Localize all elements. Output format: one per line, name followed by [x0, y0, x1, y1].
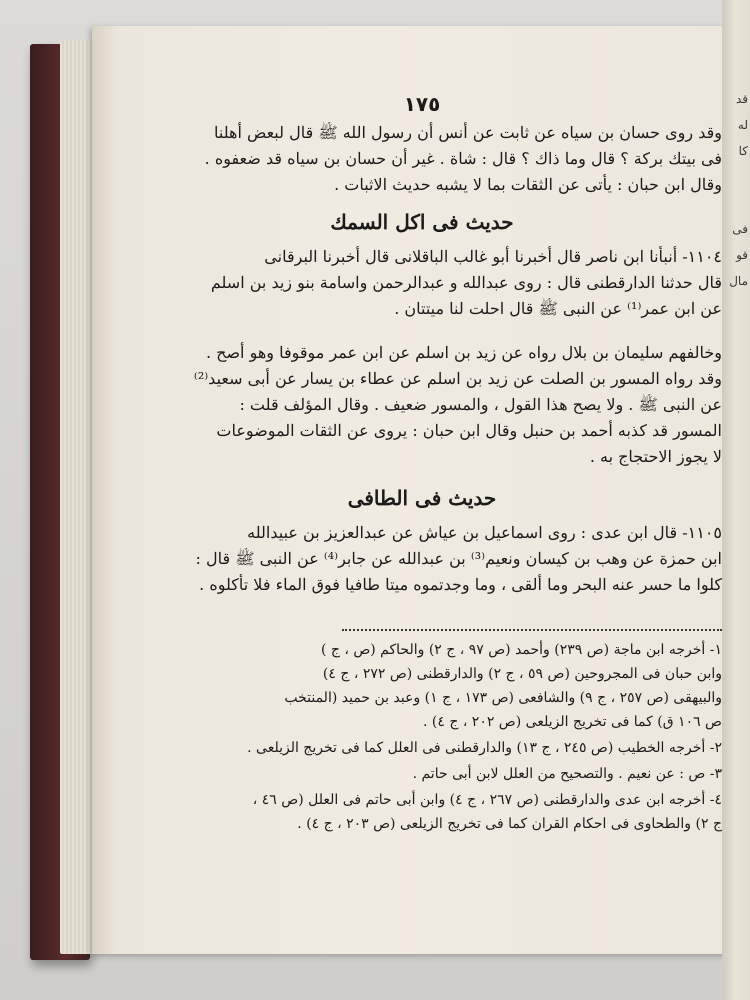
facing-page-fragment: فى	[732, 222, 748, 236]
footnote-line: وابن حبان فى المجروحين (ص ٥٩ ، ج ٢) والدارقطنى (ص ٢٧٢ ، ج ٤)	[322, 666, 722, 682]
footnote-line: ٤- أخرجه ابن عدى والدارقطنى (ص ٢٦٧ ، ج ٤) وابن أبى حاتم فى العلل (ص ٤٦ ،	[252, 792, 722, 808]
facing-page-fragment: قو	[736, 248, 748, 262]
section-heading: حديث فى الطافى	[347, 486, 497, 510]
footnote-line: ٣- ص : عن نعيم . والتصحيح من العلل لابن أبى حاتم .	[412, 766, 722, 782]
text-line: لا يجوز الاحتجاج به .	[589, 447, 722, 466]
text-line: وقال ابن حبان : يأتى عن الثقات بما لا يشبه حديث الاثبات .	[334, 175, 722, 194]
footnote-line: ١- أخرجه ابن ماجة (ص ٢٣٩) وأحمد (ص ٩٧ ، ج ٢) والحاكم (ص ، ج )	[320, 642, 722, 658]
text-line: ١١٠٥- قال ابن عدى : روى اسماعيل بن عياش عن عبدالعزيز بن عبيدالله	[247, 523, 722, 542]
page-text-block	[122, 26, 722, 954]
text-line: فى بيتك بركة ؟ قال وما ذاك ؟ قال : شاة . غير أن حسان بن سياه قد ضعفوه .	[204, 149, 722, 168]
footnote-line: والبيهقى (ص ٢٥٧ ، ج ٩) والشافعى (ص ١٧٣ ، ج ١) وعبد بن حميد (المنتخب	[284, 690, 722, 706]
text-line: وخالفهم سليمان بن بلال رواه عن زيد بن اسلم عن ابن عمر موقوفا وهو أصح .	[205, 343, 722, 362]
facing-page-edge	[722, 0, 750, 1000]
text-line: المسور قد كذبه أحمد بن حنبل وقال ابن حبان : يروى عن الثقات الموضوعات	[216, 421, 722, 440]
text-line: عن ابن عمر⁽¹⁾ عن النبى ﷺ قال احلت لنا ميتتان .	[394, 299, 722, 318]
footnote-separator	[342, 629, 722, 631]
facing-page-fragment: قد	[735, 92, 748, 106]
page-number: ١٧٥	[403, 92, 441, 116]
facing-page-fragment: كا	[738, 144, 748, 158]
footnote-line: ج ٢) والطحاوى فى احكام القران كما فى تخريج الزيلعى (ص ٢٠٣ ، ج ٤) .	[297, 816, 722, 832]
text-line: عن النبى ﷺ . ولا يصح هذا القول ، والمسور ضعيف . وقال المؤلف قلت :	[239, 395, 722, 414]
text-line: ١١٠٤- أنبأنا ابن ناصر قال أخبرنا أبو غالب الباقلانى قال أخبرنا البرقانى	[264, 247, 722, 266]
text-line: ابن حمزة عن وهب بن كيسان ونعيم⁽³⁾ بن عبدالله عن جابر⁽⁴⁾ عن النبى ﷺ قال :	[195, 549, 722, 568]
book-page	[92, 26, 750, 954]
text-line: قال حدثنا الدارقطنى قال : روى عبدالله و عبدالرحمن واسامة بنو زيد بن اسلم	[210, 273, 722, 292]
text-line: كلوا ما حسر عنه البحر وما ألقى ، وما وجدتموه ميتا طافيا فوق الماء فلا تأكلوه .	[199, 575, 722, 594]
section-heading: حديث فى اكل السمك	[330, 210, 514, 234]
text-line: وقد رواه المسور بن الصلت عن زيد بن اسلم عن عطاء بن يسار عن أبى سعيد⁽²⁾	[193, 369, 722, 388]
footnote-line: ٢- أخرجه الخطيب (ص ٢٤٥ ، ج ١٣) والدارقطنى فى العلل كما فى تخريج الزيلعى .	[247, 740, 722, 756]
facing-page-fragment: له	[737, 118, 748, 132]
text-line: وقد روى حسان بن سياه عن ثابت عن أنس أن رسول الله ﷺ قال لبعض أهلنا	[214, 123, 722, 142]
footnote-line: ص ١٠٦ ق) كما فى تخريج الزيلعى (ص ٢٠٢ ، ج ٤) .	[422, 714, 722, 730]
facing-page-fragment: مال	[729, 274, 748, 288]
